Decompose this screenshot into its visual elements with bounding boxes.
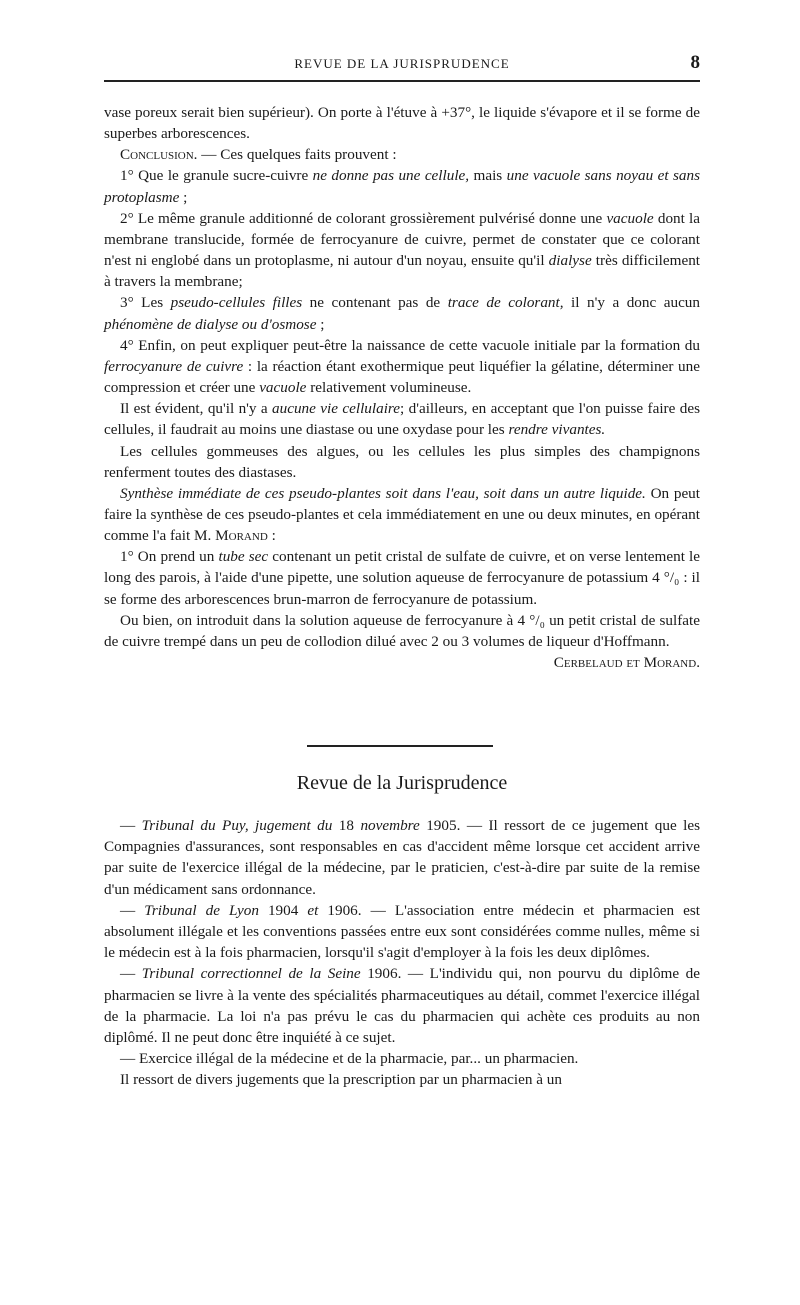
page-number: 8 [690, 52, 700, 73]
section-separator [307, 745, 493, 747]
paragraph-cellules: Les cellules gommeuses des algues, ou les cellules les plus simples des champignons renferment toutes des diastases. [104, 442, 700, 481]
judgment-seine: — Tribunal correctionnel de la Seine 1906. — L'individu qui, non pourvu du diplôme de pharmacien se livre à la vente des spécialités pharmaceutiques au détail, commet l'exercice illégal de la pharmacie. La loi n'a pas prévu le cas du pharmacien qui achète ces produits au non diplômé. Il ne peut donc être inquiété à ce sujet. [104, 965, 700, 1047]
section-title: Revue de la Jurisprudence [296, 772, 508, 794]
paragraph-evident: Il est évident, qu'il n'y a aucune vie cellulaire; d'ailleurs, en acceptant que l'on puisse faire des cellules, il faudrait au moins une diastase ou une oxydase pour les rendre vivantes. [104, 400, 700, 439]
paragraph-conclusion: Conclusion. — Ces quelques faits prouvent : [120, 146, 397, 164]
judgment-lyon: — Tribunal de Lyon 1904 et 1906. — L'association entre médecin et pharmacien est absolument illégale et les conventions passées entre eux sont considérées comme nulles, même si le médecin est à la fois pharmacien, lorsqu'il s'agit d'employer à la fois les deux diplômes. [104, 901, 701, 962]
paragraph-step-1: 1° On prend un tube sec contenant un petit cristal de sulfate de cuivre, et on verse lentement le long des parois, à l'aide d'une pipette, une solution aqueuse de ferrocyanure de potassium 4 °/₀ : il se forme des arborescences brun-marron de ferrocyanure de potassium. [104, 548, 700, 608]
paragraph-item-1: 1° Que le granule sucre-cuivre ne donne pas une cellule, mais une vacuole sans noyau et sans protoplasme ; [104, 167, 701, 206]
paragraph-item-4: 4° Enfin, on peut expliquer peut-être la naissance de cette vacuole initiale par la formation du ferrocyanure de cuivre : la réaction étant exothermique peut liquéfier la gélatine, déterminer une compression et créer une vacuole relativement volumineuse. [104, 336, 700, 397]
paragraph-exercice-illegal: — Exercice illégal de la médecine et de la pharmacie, par... un pharmacien. [120, 1050, 579, 1068]
article-body [104, 102, 700, 673]
paragraph-synthese: Synthèse immédiate de ces pseudo-plantes soit dans l'eau, soit dans un autre liquide. On peut faire la synthèse de ces pseudo-plantes et cela immédiatement en une ou deux minutes, en opérant comme l'a fait M. Morand : [104, 484, 700, 545]
paragraph-ou-bien: Ou bien, on introduit dans la solution aqueuse de ferrocyanure à 4 °/₀ un petit cristal de sulfate de cuivre trempé dans un peu de collodion dilué avec 2 ou 3 volumes de liqueur d'Hoffmann. Cerbelaud et Morand. [104, 610, 700, 652]
signature: Cerbelaud et Morand. [553, 654, 700, 672]
paragraph-prescription: Il ressort de divers jugements que la prescription par un pharmacien à un [120, 1071, 562, 1089]
paragraph-item-2: 2° Le même granule additionné de colorant grossièrement pulvérisé donne une vacuole dont la membrane translucide, formée de ferrocyanure de cuivre, permet de constater que ce colorant n'est ni englobé dans un protoplasme, ni autour d'un noyau, ensuite qu'il dialyse très difficilement à travers la membrane; [104, 209, 701, 291]
paragraph-item-3: 3° Les pseudo-cellules filles ne contenant pas de trace de colorant, il n'y a donc aucun phénomène de dialyse ou d'osmose ; [104, 294, 700, 333]
running-title: REVUE DE LA JURISPRUDENCE [294, 56, 510, 71]
header-rule [104, 80, 700, 82]
judgment-puy: — Tribunal du Puy, jugement du 18 novembre 1905. — Il ressort de ce jugement que les Compagnies d'assurances, sont responsables en cas d'accident même lorsque cet accident arrive par suite de l'exercice illégal de la médecine, par le praticien, c'est-à-dire par suite de la remise d'un médicament sans ordonnance. [104, 817, 701, 898]
running-header [104, 52, 700, 78]
jurisprudence-body [104, 815, 700, 1091]
paragraph-intro: vase poreux serait bien supérieur). On porte à l'étuve à +37°, le liquide s'évapore et il se forme de superbes arborescences. [104, 104, 700, 143]
